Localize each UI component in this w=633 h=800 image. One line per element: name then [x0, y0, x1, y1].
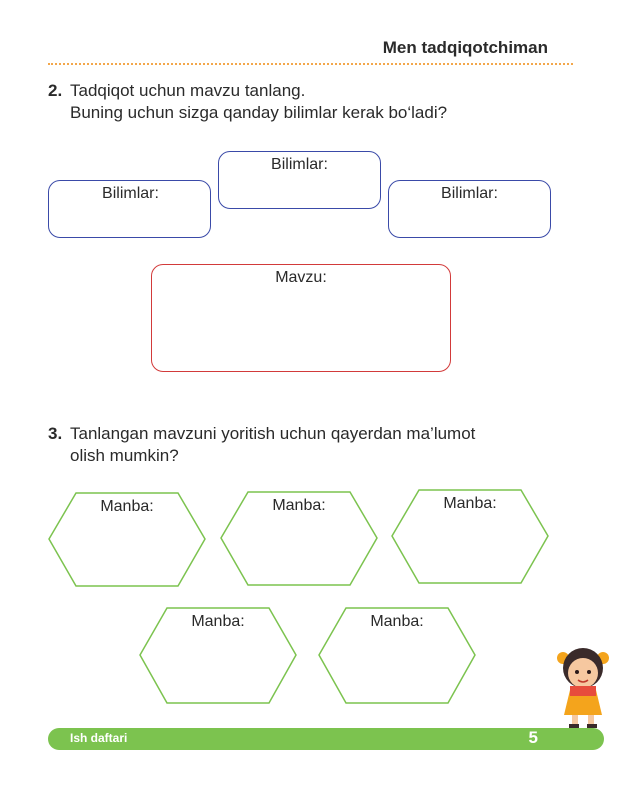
source-label: Manba: [100, 498, 154, 515]
task-text: Buning uchun sizga qanday bilimlar kerak bo‘ladi? [70, 103, 448, 122]
footer-bar [48, 728, 604, 750]
task-3 [48, 423, 475, 467]
knowledge-box[interactable] [48, 180, 211, 238]
knowledge-label: Bilimlar: [102, 185, 159, 202]
topic-label: Mavzu: [275, 269, 327, 286]
task-text: Tadqiqot uchun mavzu tanlang. [70, 81, 306, 100]
knowledge-box[interactable] [218, 151, 381, 209]
source-label: Manba: [191, 613, 245, 630]
source-label: Manba: [272, 497, 326, 514]
task-text: olish mumkin? [70, 446, 179, 465]
footer-label: Ish daftari [70, 731, 128, 745]
source-hexagon[interactable] [48, 492, 206, 587]
knowledge-label: Bilimlar: [441, 185, 498, 202]
task-number: 3. [48, 424, 63, 443]
knowledge-box[interactable] [388, 180, 551, 238]
source-hexagon[interactable] [391, 489, 549, 584]
source-label: Manba: [443, 495, 497, 512]
knowledge-label: Bilimlar: [271, 156, 328, 173]
topic-box[interactable] [151, 264, 451, 372]
source-hexagon[interactable] [318, 607, 476, 704]
header-divider [48, 63, 573, 65]
source-hexagon[interactable] [139, 607, 297, 704]
girl-illustration [548, 640, 618, 730]
task-2 [48, 80, 447, 124]
source-hexagon[interactable] [220, 491, 378, 586]
task-number: 2. [48, 81, 63, 100]
source-label: Manba: [370, 613, 424, 630]
page-number: 5 [528, 728, 538, 747]
task-text: Tanlangan mavzuni yoritish uchun qayerdan ma’lumot [70, 424, 476, 443]
page-title: Men tadqiqotchiman [382, 38, 548, 57]
